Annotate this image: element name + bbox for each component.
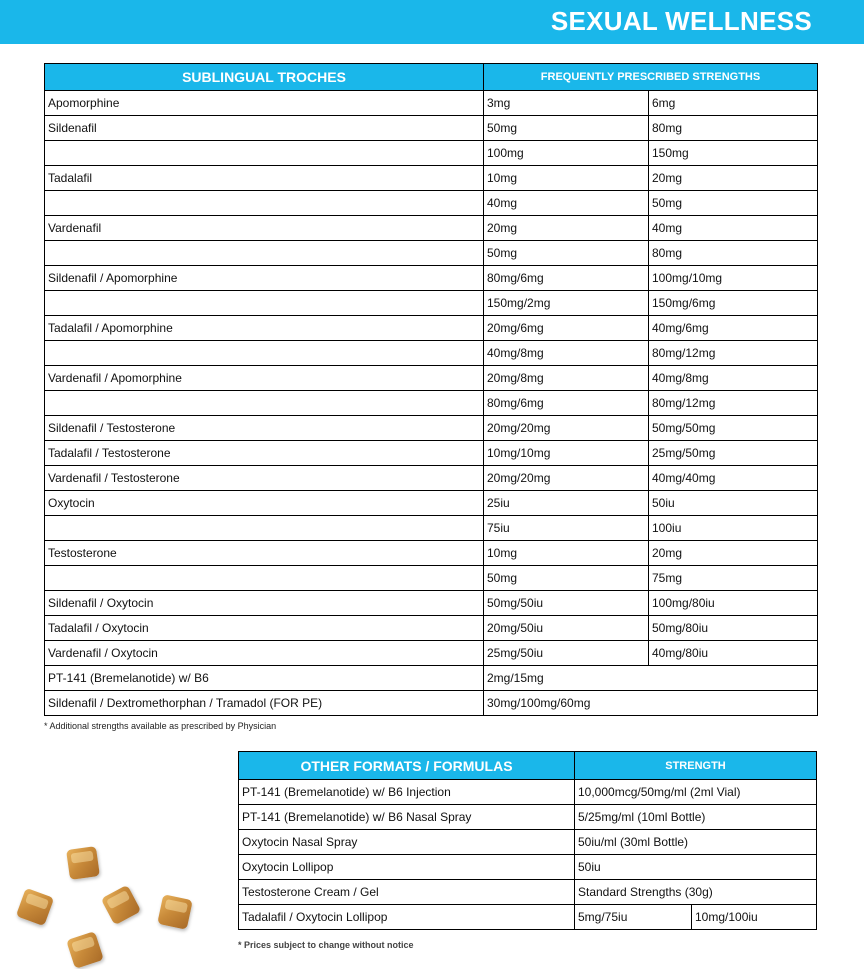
formula-name-cell: Oxytocin Lollipop [239, 855, 575, 880]
strength-cell: 50mg/50mg [649, 416, 818, 441]
strength-cell: 3mg [484, 91, 649, 116]
table-row [45, 566, 818, 591]
troche-cube [16, 888, 54, 926]
strength-cell: 20mg/8mg [484, 366, 649, 391]
table-row [45, 391, 818, 416]
table-row [45, 341, 818, 366]
strength-cell: 25iu [484, 491, 649, 516]
strength-cell: 10mg [484, 541, 649, 566]
column-header: SUBLINGUAL TROCHES [45, 64, 484, 91]
strength-cell: 50mg/50iu [484, 591, 649, 616]
formula-name-cell [45, 391, 484, 416]
strength-cell: 50mg [484, 566, 649, 591]
troche-cube [157, 894, 193, 930]
formula-name-cell: Testosterone [45, 541, 484, 566]
table-row [45, 291, 818, 316]
strength-cell: 5mg/75iu [575, 905, 692, 930]
strength-cell: 150mg/6mg [649, 291, 818, 316]
formula-name-cell: Apomorphine [45, 91, 484, 116]
table-row [239, 880, 817, 905]
strength-cell: 40mg/6mg [649, 316, 818, 341]
sublingual-troches-table [44, 63, 818, 716]
strength-cell: 50iu [649, 491, 818, 516]
formula-name-cell: Vardenafil [45, 216, 484, 241]
strength-cell: 25mg/50iu [484, 641, 649, 666]
strength-cell: 30mg/100mg/60mg [484, 691, 818, 716]
strength-cell: 40mg/80iu [649, 641, 818, 666]
formula-name-cell: Sildenafil / Oxytocin [45, 591, 484, 616]
strength-cell: 10,000mcg/50mg/ml (2ml Vial) [575, 780, 817, 805]
table-header-row [45, 64, 818, 91]
table-row [45, 141, 818, 166]
strength-cell: 150mg/2mg [484, 291, 649, 316]
formula-name-cell: Tadalafil / Testosterone [45, 441, 484, 466]
table-row [45, 116, 818, 141]
formula-name-cell [45, 516, 484, 541]
other-formats-table [238, 751, 817, 930]
strength-cell: 40mg/8mg [484, 341, 649, 366]
strength-cell: 50iu/ml (30ml Bottle) [575, 830, 817, 855]
strength-cell: 10mg/100iu [692, 905, 817, 930]
strength-cell: 50mg [484, 116, 649, 141]
table-row [239, 805, 817, 830]
column-header: FREQUENTLY PRESCRIBED STRENGTHS [484, 64, 818, 91]
table-row [239, 780, 817, 805]
column-header: STRENGTH [575, 752, 817, 780]
table-row [45, 616, 818, 641]
strength-cell: 50iu [575, 855, 817, 880]
table-row [45, 91, 818, 116]
formula-name-cell: Testosterone Cream / Gel [239, 880, 575, 905]
strength-cell: 40mg/40mg [649, 466, 818, 491]
table-row [45, 641, 818, 666]
table-header-row [239, 752, 817, 780]
formula-name-cell: Sildenafil / Apomorphine [45, 266, 484, 291]
strength-cell: 50mg/80iu [649, 616, 818, 641]
formula-name-cell: PT-141 (Bremelanotide) w/ B6 [45, 666, 484, 691]
formula-name-cell: Tadalafil / Apomorphine [45, 316, 484, 341]
strength-cell: 75mg [649, 566, 818, 591]
header-banner [0, 0, 864, 44]
table-row [239, 905, 817, 930]
table-row [45, 416, 818, 441]
strength-cell: 100iu [649, 516, 818, 541]
formula-name-cell: PT-141 (Bremelanotide) w/ B6 Nasal Spray [239, 805, 575, 830]
strength-cell: 80mg/6mg [484, 391, 649, 416]
strength-cell: 75iu [484, 516, 649, 541]
formula-name-cell [45, 141, 484, 166]
table-row [45, 241, 818, 266]
formula-name-cell: Vardenafil / Oxytocin [45, 641, 484, 666]
strength-cell: 2mg/15mg [484, 666, 818, 691]
strength-cell: 5/25mg/ml (10ml Bottle) [575, 805, 817, 830]
table-row [45, 266, 818, 291]
strength-cell: 25mg/50mg [649, 441, 818, 466]
formula-name-cell [45, 341, 484, 366]
formula-name-cell: PT-141 (Bremelanotide) w/ B6 Injection [239, 780, 575, 805]
strength-cell: Standard Strengths (30g) [575, 880, 817, 905]
formula-name-cell: Oxytocin [45, 491, 484, 516]
formula-name-cell: Oxytocin Nasal Spray [239, 830, 575, 855]
strength-cell: 80mg [649, 241, 818, 266]
strength-cell: 6mg [649, 91, 818, 116]
strength-cell: 80mg/6mg [484, 266, 649, 291]
page-title: SEXUAL WELLNESS [550, 6, 812, 36]
strength-cell: 10mg/10mg [484, 441, 649, 466]
table-row [45, 441, 818, 466]
strength-cell: 80mg [649, 116, 818, 141]
footnote: * Additional strengths available as prescribed by Physician [44, 721, 277, 731]
strength-cell: 20mg/20mg [484, 416, 649, 441]
formula-name-cell: Vardenafil / Testosterone [45, 466, 484, 491]
strength-cell: 80mg/12mg [649, 391, 818, 416]
table-row [45, 516, 818, 541]
strength-cell: 20mg [649, 166, 818, 191]
strength-cell: 20mg [649, 541, 818, 566]
strength-cell: 100mg [484, 141, 649, 166]
formula-name-cell: Tadalafil / Oxytocin Lollipop [239, 905, 575, 930]
formula-name-cell [45, 291, 484, 316]
column-header: OTHER FORMATS / FORMULAS [239, 752, 575, 780]
formula-name-cell [45, 191, 484, 216]
strength-cell: 20mg/6mg [484, 316, 649, 341]
table-row [45, 591, 818, 616]
formula-name-cell: Sildenafil [45, 116, 484, 141]
table-row [45, 216, 818, 241]
troche-cube [66, 846, 100, 880]
formula-name-cell: Sildenafil / Testosterone [45, 416, 484, 441]
troche-cube [66, 931, 104, 969]
table-row [45, 666, 818, 691]
table-row [45, 466, 818, 491]
footnote: * Prices subject to change without notice [238, 940, 414, 950]
strength-cell: 80mg/12mg [649, 341, 818, 366]
strength-cell: 20mg [484, 216, 649, 241]
table-row [45, 316, 818, 341]
table-row [239, 855, 817, 880]
strength-cell: 40mg [649, 216, 818, 241]
formula-name-cell: Sildenafil / Dextromethorphan / Tramadol (FOR PE) [45, 691, 484, 716]
strength-cell: 20mg/50iu [484, 616, 649, 641]
table-row [45, 191, 818, 216]
strength-cell: 100mg/10mg [649, 266, 818, 291]
formula-name-cell: Tadalafil / Oxytocin [45, 616, 484, 641]
strength-cell: 20mg/20mg [484, 466, 649, 491]
table-row [45, 166, 818, 191]
formula-name-cell [45, 566, 484, 591]
troche-cube [101, 885, 142, 926]
strength-cell: 100mg/80iu [649, 591, 818, 616]
formula-name-cell [45, 241, 484, 266]
table-row [45, 541, 818, 566]
table-row [45, 366, 818, 391]
table-row [45, 491, 818, 516]
table-row [239, 830, 817, 855]
formula-name-cell: Vardenafil / Apomorphine [45, 366, 484, 391]
strength-cell: 50mg [484, 241, 649, 266]
strength-cell: 40mg/8mg [649, 366, 818, 391]
strength-cell: 150mg [649, 141, 818, 166]
strength-cell: 40mg [484, 191, 649, 216]
table-row [45, 691, 818, 716]
formula-name-cell: Tadalafil [45, 166, 484, 191]
strength-cell: 10mg [484, 166, 649, 191]
strength-cell: 50mg [649, 191, 818, 216]
